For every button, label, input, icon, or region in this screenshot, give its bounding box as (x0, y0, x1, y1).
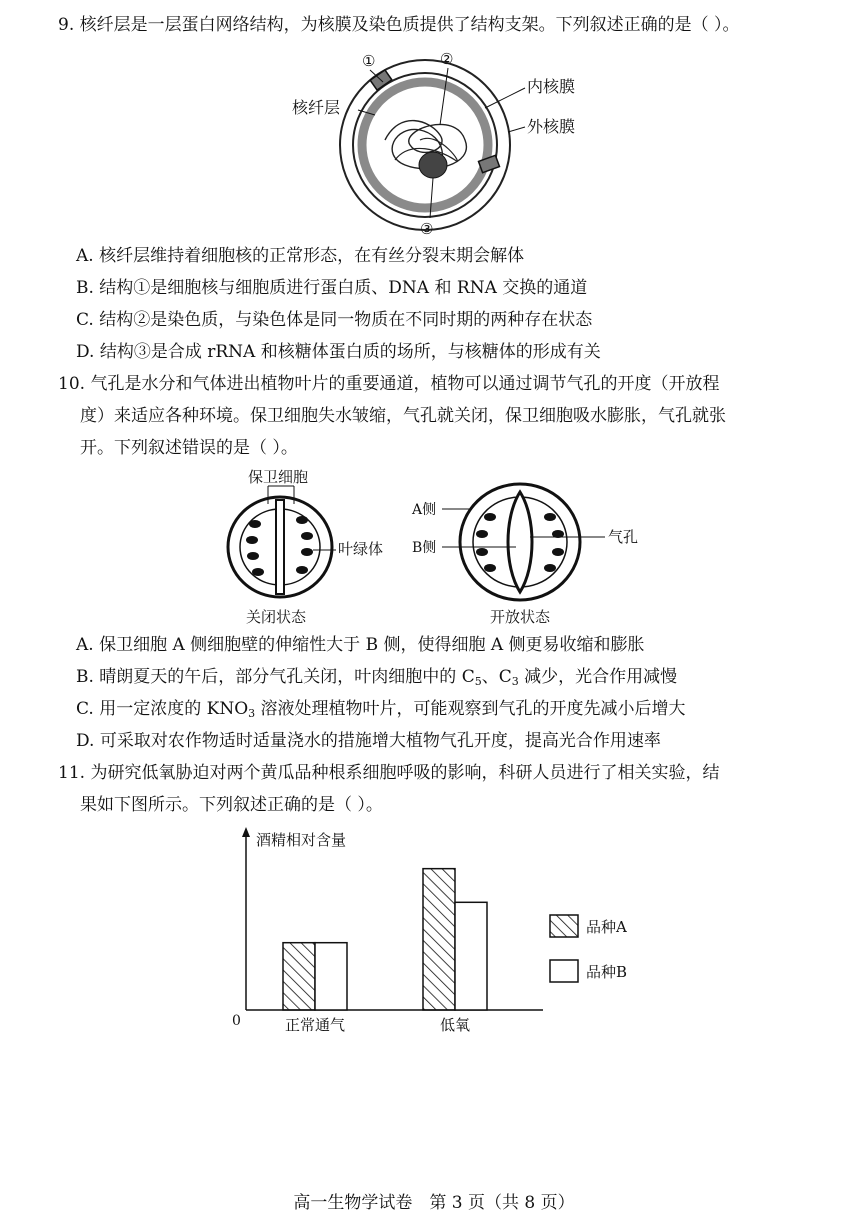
legend-label: 品种B (586, 963, 628, 981)
q10-option-d: D. 可采取对农作物适时适量浇水的措施增大植物气孔开度，提高光合作用速率 (76, 731, 661, 751)
q10-option-b: B. 晴朗夏天的午后，部分气孔关闭，叶肉细胞中的 $C_5$、$C_3$ 减少，光合作用减慢 (76, 667, 678, 688)
legend-label: 品种A (586, 918, 627, 936)
label-guard-cell: 保卫细胞 (248, 468, 309, 486)
page-footer: 高一生物学试卷 第 3 页（共 8 页） (293, 1193, 575, 1213)
label-3: ③ (420, 220, 434, 238)
q9-stem: 9. 核纤层是一层蛋白网络结构，为核膜及染色质提供了结构支架。下列叙述正确的是（ ）。 (58, 15, 740, 35)
label-side-a: A侧 (412, 502, 437, 518)
q9-option-d: D. 结构③是合成 rRNA 和核糖体蛋白质的场所，与核糖体的形成有关 (76, 342, 601, 362)
q11-stem-line-2: 果如下图所示。下列叙述正确的是（ ）。 (80, 795, 383, 815)
q9-option-c: C. 结构②是染色质，与染色体是同一物质在不同时期的两种存在状态 (76, 310, 593, 330)
alcohol-bar-chart (228, 825, 648, 1040)
nuclear-pore-2 (478, 155, 499, 172)
label-side-b: B侧 (412, 540, 437, 556)
x-tick-label: 正常通气 (284, 1016, 346, 1034)
label-lamina: 核纤层 (292, 98, 341, 117)
legend-swatch (550, 915, 578, 937)
bar-variety-b-hypoxia (455, 902, 487, 1010)
q9-option-b: B. 结构①是细胞核与细胞质进行蛋白质、DNA 和 RNA 交换的通道 (76, 278, 588, 298)
q10-stem-line-2: 度）来适应各种环境。保卫细胞失水皱缩，气孔就关闭，保卫细胞吸水膨胀，气孔就张 (80, 406, 726, 426)
q10-stem-line-1: 10. 气孔是水分和气体进出植物叶片的重要通道，植物可以通过调节气孔的开度（开放程 (58, 374, 720, 394)
label-chloroplast: 叶绿体 (338, 540, 384, 558)
origin-label: 0 (232, 1013, 241, 1029)
x-tick-label: 低氧 (439, 1016, 471, 1034)
q10-option-c: C. 用一定浓度的 $KNO_3$ 溶液处理植物叶片，可能观察到气孔的开度先减小后增大 (76, 699, 686, 720)
nuclear-lamina-ring (362, 82, 488, 208)
label-inner-membrane: 内核膜 (527, 77, 576, 96)
label-outer-membrane: 外核膜 (527, 117, 576, 136)
label-closed-state: 关闭状态 (246, 608, 307, 626)
q10-option-a: A. 保卫细胞 A 侧细胞壁的伸缩性大于 B 侧，使得细胞 A 侧更易收缩和膨胀 (76, 635, 645, 655)
label-2: ② (440, 50, 454, 68)
closed-stoma-slit (276, 500, 284, 594)
bar-variety-a-normal (283, 943, 315, 1010)
nucleus-figure (280, 40, 610, 240)
q10-stem-line-3: 开。下列叙述错误的是（ ）。 (80, 438, 298, 458)
q11-stem-line-1: 11. 为研究低氧胁迫对两个黄瓜品种根系细胞呼吸的影响，科研人员进行了相关实验，结 (58, 763, 720, 783)
q9-option-a: A. 核纤层维持着细胞核的正常形态，在有丝分裂末期会解体 (76, 246, 525, 266)
bar-variety-a-hypoxia (423, 869, 455, 1010)
y-axis-label: 酒精相对含量 (256, 831, 347, 849)
label-open-state: 开放状态 (490, 608, 551, 626)
bar-variety-b-normal (315, 943, 347, 1010)
open-stoma-pore (508, 492, 532, 592)
stomata-figure (220, 462, 660, 630)
label-1: ① (362, 52, 376, 70)
nucleolus (419, 152, 447, 178)
legend-swatch (550, 960, 578, 982)
label-stoma: 气孔 (608, 528, 639, 546)
